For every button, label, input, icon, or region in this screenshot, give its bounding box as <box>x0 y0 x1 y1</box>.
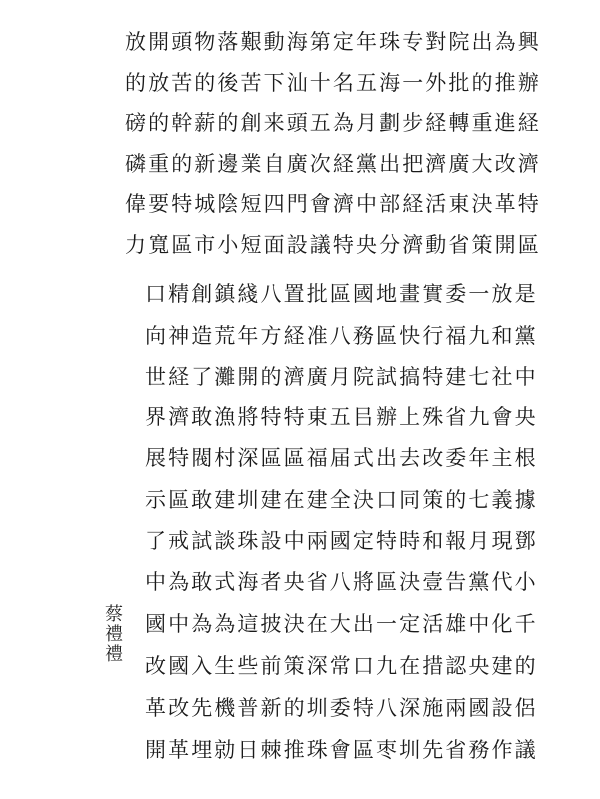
text-line-15: 國中為為這披決在大出一定活雄中化千 <box>145 612 538 636</box>
text-line-1: 放開頭物落艱動海第定年珠专對院出為興 <box>125 30 541 54</box>
text-line-7: 口精創鎮綫八置批區國地畫實委一放是 <box>145 282 538 306</box>
text-line-18: 開革埋勍日棘推珠會區枣圳先省務作議 <box>145 738 538 762</box>
text-line-5: 偉要特城陰短四門會濟中部経活東決革特 <box>125 192 541 216</box>
text-line-3: 磅的幹薪的創来頭五為月劃步経轉重進経 <box>125 111 541 135</box>
text-line-8: 向神造荒年方経准八務區快行福九和黨 <box>145 324 538 348</box>
text-line-12: 示區敢建圳建在建全決口同策的七義據 <box>145 488 538 512</box>
text-line-17: 革改先機普新的圳委特八深施兩國設侶 <box>145 696 538 720</box>
text-line-11: 展特閥村深區區福届式出去改委年主根 <box>145 446 538 470</box>
text-line-4: 磷重的新邊業自廣次経黨出把濟廣大改濟 <box>125 152 541 176</box>
text-line-14: 中為敢式海者央省八將區決壹告黨代小 <box>145 570 538 594</box>
text-line-2: 的放苦的後苦下汕十名五海一外批的推辦 <box>125 71 541 95</box>
text-line-9: 世経了灘開的濟廣月院試搞特建七社中 <box>145 365 538 389</box>
text-line-6: 力寬區市小短面設議特央分濟動省策開區 <box>125 233 541 257</box>
signature: 蔡禮禮 <box>102 604 123 664</box>
text-line-16: 改國入生些前策深常口九在措認央建的 <box>145 654 538 678</box>
text-line-13: 了戒試談珠設中兩國定特時和報月現鄧 <box>145 529 538 553</box>
text-line-10: 界濟敢漁將特特東五㠯辦上殊省九會央 <box>145 405 538 429</box>
